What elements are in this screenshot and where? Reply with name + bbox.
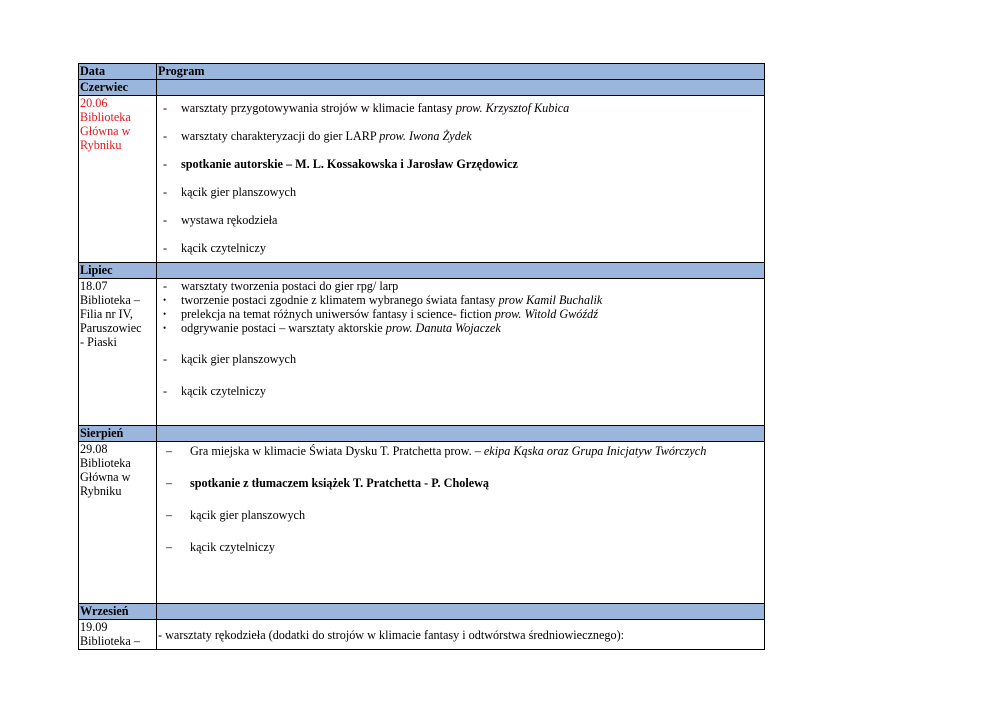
list-item [158, 157, 763, 171]
item-author: ekipa Kąska oraz Grupa Inicjatyw Twórczych [483, 444, 707, 458]
list-item [158, 129, 763, 143]
date-line: Rybniku [80, 138, 122, 152]
month-row-sierpien [79, 426, 765, 442]
item-author: prow Kamil Buchalik [498, 293, 603, 307]
month-label: Wrzesień [79, 604, 157, 620]
dash-marker: – [166, 508, 173, 522]
dash-marker: - [163, 241, 168, 255]
month-empty [157, 263, 765, 279]
date-line: Paruszowiec [80, 321, 142, 335]
list-item [158, 279, 763, 293]
list-item [158, 213, 763, 227]
section-row-czerwiec [79, 96, 765, 263]
date-line: Główna w [80, 124, 131, 138]
date-line: 19.09 [80, 620, 108, 634]
header-date: Data [79, 64, 157, 80]
item-text: prelekcja na temat różnych uniwersów fantasy i science- fiction [181, 307, 495, 321]
bullet-marker: • [163, 323, 167, 333]
list-item [158, 321, 763, 335]
dash-marker: - [163, 157, 168, 171]
month-empty [157, 426, 765, 442]
item-text: kącik gier planszowych [181, 352, 297, 366]
item-text: wystawa rękodzieła [181, 213, 278, 227]
month-label: Lipiec [79, 263, 157, 279]
program-cell [157, 620, 765, 650]
date-cell [79, 279, 157, 426]
list-item [158, 540, 763, 554]
date-cell [79, 620, 157, 650]
item-text: kącik czytelniczy [181, 241, 266, 255]
month-row-lipiec [79, 263, 765, 279]
item-text: tworzenie postaci zgodnie z klimatem wybranego świata fantasy [181, 293, 499, 307]
date-line: Biblioteka – [80, 634, 140, 648]
date-line: Główna w [80, 470, 131, 484]
date-line: Rybniku [80, 484, 122, 498]
list-item [158, 293, 763, 307]
dash-marker: – [166, 444, 173, 458]
dash-marker: – [166, 476, 173, 490]
list-item [158, 508, 763, 522]
program-table [78, 63, 765, 650]
month-row-wrzesien [79, 604, 765, 620]
dash-marker: - [163, 185, 168, 199]
item-text: warsztaty tworzenia postaci do gier rpg/ larp [181, 279, 399, 293]
section-row-wrzesien [79, 620, 765, 650]
list-item [158, 352, 763, 366]
date-line: - Piaski [80, 335, 117, 349]
date-cell [79, 442, 157, 604]
month-empty [157, 604, 765, 620]
item-text-bold: spotkanie z tłumaczem książek T. Pratchetta - P. Cholewą [190, 476, 490, 490]
date-line: Biblioteka [80, 456, 131, 470]
list-item [158, 384, 763, 398]
header-program: Program [157, 64, 765, 80]
item-author: prow. Danuta Wojaczek [385, 321, 501, 335]
program-cell [157, 442, 765, 604]
dash-marker: - [163, 129, 168, 143]
item-text: kącik czytelniczy [181, 384, 266, 398]
item-text-bold: spotkanie autorskie – M. L. Kossakowska i Jarosław Grzędowicz [181, 157, 518, 171]
item-text: odgrywanie postaci – warsztaty aktorskie [181, 321, 386, 335]
item-text: warsztaty charakteryzacji do gier LARP [181, 129, 380, 143]
dash-marker: - [163, 101, 168, 115]
item-text: kącik gier planszowych [190, 508, 306, 522]
item-author: prow. Witold Gwóźdź [494, 307, 598, 321]
list-item [158, 444, 763, 458]
program-cell [157, 279, 765, 426]
item-text: kącik gier planszowych [181, 185, 297, 199]
table-header-row [79, 64, 765, 80]
month-label: Sierpień [79, 426, 157, 442]
list-item [158, 241, 763, 255]
item-text: - warsztaty rękodzieła (dodatki do strojów w klimacie fantasy i odtwórstwa średniowiecznego): [158, 627, 625, 642]
month-row-czerwiec [79, 80, 765, 96]
section-row-lipiec [79, 279, 765, 426]
dash-marker: - [163, 352, 168, 366]
list-item [158, 476, 763, 490]
dash-marker: - [163, 384, 168, 398]
month-empty [157, 80, 765, 96]
date-cell [79, 96, 157, 263]
month-label: Czerwiec [79, 80, 157, 96]
item-text: Gra miejska w klimacie Świata Dysku T. Pratchetta prow. – [190, 444, 484, 458]
list-item [158, 185, 763, 199]
item-author: prow. Krzysztof Kubica [455, 101, 570, 115]
item-author: prow. Iwona Żydek [379, 129, 472, 143]
item-text: warsztaty przygotowywania strojów w klimacie fantasy [181, 101, 456, 115]
list-item [158, 307, 763, 321]
bullet-marker: • [163, 295, 167, 305]
date-line: 20.06 [80, 96, 108, 110]
date-line: 29.08 [80, 442, 108, 456]
list-item [158, 101, 763, 115]
date-line: Biblioteka – [80, 293, 140, 307]
date-line: Filia nr IV, [80, 307, 133, 321]
item-text: kącik czytelniczy [190, 540, 275, 554]
program-cell [157, 96, 765, 263]
dash-marker: – [166, 540, 173, 554]
dash-marker: - [163, 279, 168, 293]
section-row-sierpien [79, 442, 765, 604]
dash-marker: - [163, 213, 168, 227]
date-line: Biblioteka [80, 110, 131, 124]
bullet-marker: • [163, 309, 167, 319]
date-line: 18.07 [80, 279, 108, 293]
